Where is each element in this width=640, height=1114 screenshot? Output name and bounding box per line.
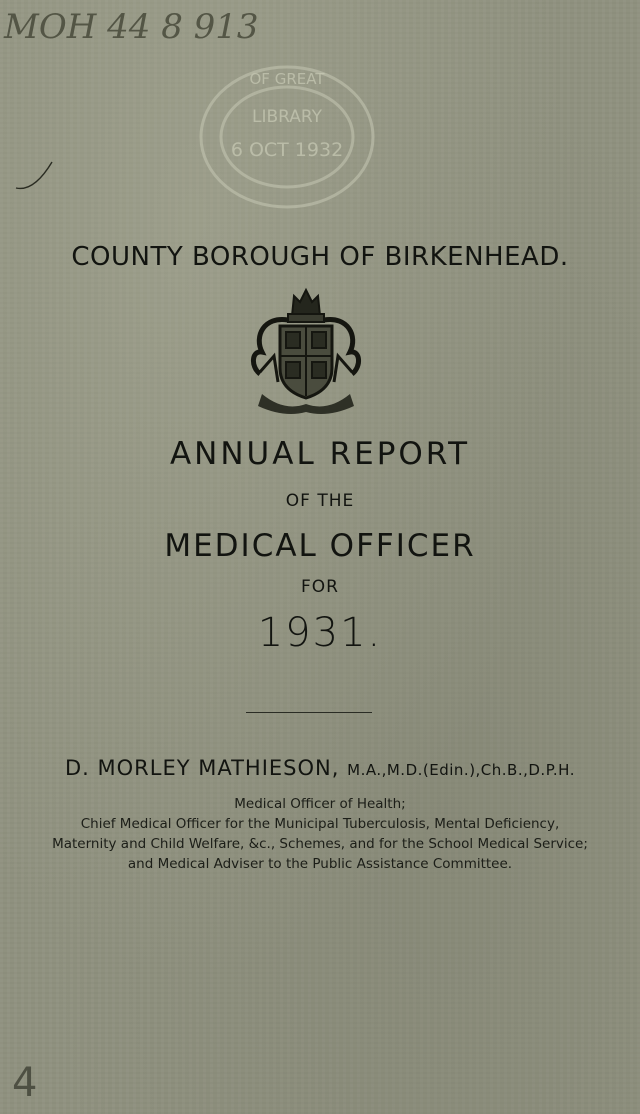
handwritten-shelfmark xyxy=(0,0,280,52)
author-role-line: Medical Officer of Health; xyxy=(234,796,406,812)
coat-of-arms-icon xyxy=(244,286,368,418)
report-year: 1931. xyxy=(257,610,383,656)
author-degrees: M.A.,M.D.(Edin.),Ch.B.,D.P.H. xyxy=(347,761,575,779)
stamp-text-mid: LIBRARY xyxy=(251,107,323,127)
library-stamp xyxy=(196,62,378,212)
author-role-line: Chief Medical Officer for the Municipal Tuberculosis, Mental Deficiency, xyxy=(80,816,560,832)
stamp-text-top: OF GREAT xyxy=(249,70,325,88)
stamp-text-date: 6 OCT 1932 xyxy=(230,139,344,161)
medical-officer-title: MEDICAL OFFICER xyxy=(164,528,476,564)
county-title: COUNTY BOROUGH OF BIRKENHEAD. xyxy=(71,242,569,272)
author-role-line: and Medical Adviser to the Public Assistance Committee. xyxy=(127,856,513,872)
divider-rule xyxy=(246,712,372,713)
for-label: FOR xyxy=(301,577,339,597)
author-name: D. MORLEY MATHIESON, xyxy=(65,756,340,780)
author-line xyxy=(0,756,640,780)
margin-tick-mark xyxy=(14,158,56,194)
of-the-label: OF THE xyxy=(285,491,355,511)
author-role-line: Maternity and Child Welfare, &c., Schemes, and for the School Medical Service; xyxy=(52,836,588,852)
shelfmark-text: MOH 44 8 913 xyxy=(4,7,259,47)
pencil-mark xyxy=(10,1052,40,1108)
pencil-mark-text: 4 xyxy=(12,1060,38,1106)
report-title: ANNUAL REPORT xyxy=(169,436,471,472)
